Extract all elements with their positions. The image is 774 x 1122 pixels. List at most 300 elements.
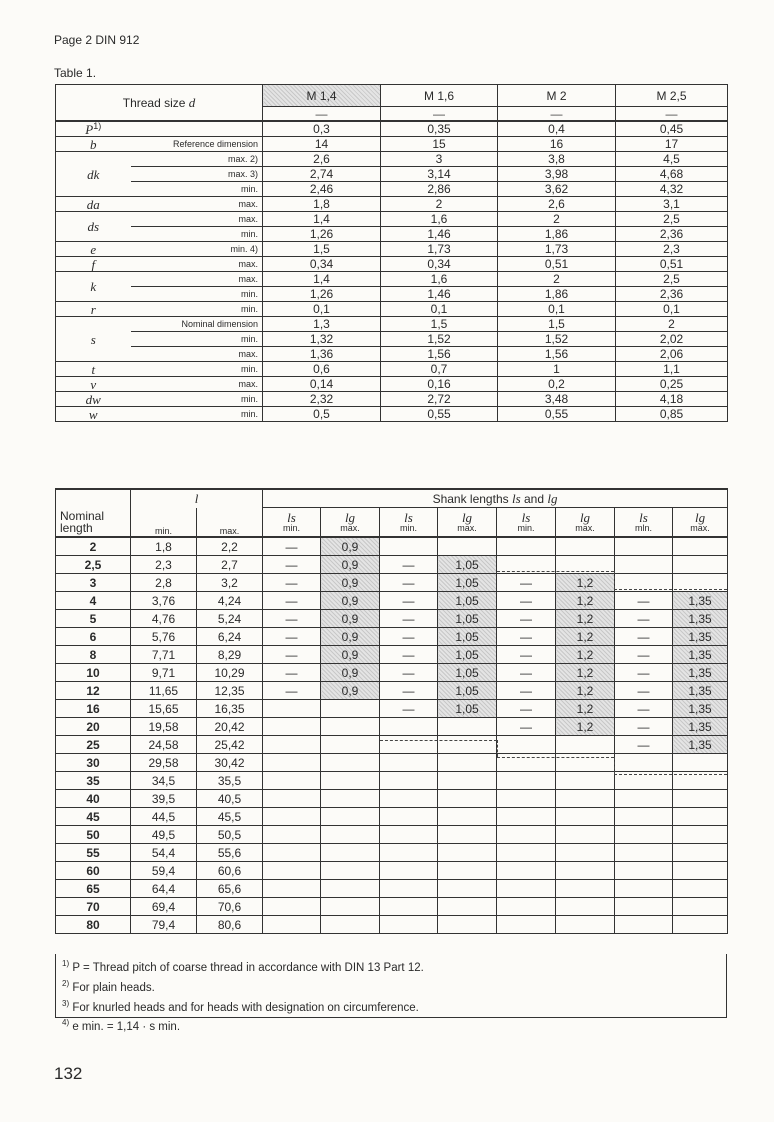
symbol-text: r	[90, 301, 96, 317]
table-caption: Table 1.	[54, 66, 97, 80]
dimension-value: 1,8	[263, 197, 381, 212]
length-row	[56, 916, 728, 934]
dimension-qualifier: min.	[131, 392, 263, 407]
footnote-1: $^{1)}$ P = Thread pitch of coarse thread in accordance with DIN 13 Part 12.	[62, 959, 424, 974]
page-header: Page 2 DIN 912	[54, 33, 140, 47]
length-max: 10,29	[197, 664, 263, 682]
length-min: 29,58	[131, 754, 197, 772]
ls-value	[380, 898, 438, 916]
lg-value	[556, 844, 615, 862]
dimension-value: 17	[616, 137, 728, 152]
ls-value: —	[263, 628, 321, 646]
ls-header	[263, 508, 321, 538]
dimension-value: 3,98	[498, 167, 616, 182]
nominal-length: 16	[56, 700, 131, 718]
dimension-symbol	[56, 137, 131, 152]
length-row	[56, 592, 728, 610]
lg-value: 1,35	[673, 592, 728, 610]
lg-value: 1,35	[673, 682, 728, 700]
ls-value	[615, 537, 673, 556]
ls-value: —	[497, 718, 556, 736]
lg-value	[438, 826, 497, 844]
nominal-length: 80	[56, 916, 131, 934]
dimension-row	[56, 137, 728, 152]
ls-value	[497, 862, 556, 880]
dimension-value: 1,5	[498, 317, 616, 332]
lg-subheader: max.	[690, 523, 710, 533]
ls-value: —	[380, 556, 438, 574]
symbol-text: s	[90, 331, 96, 347]
dimension-value: 1,73	[381, 242, 498, 257]
ls-value	[497, 826, 556, 844]
length-min: 5,76	[131, 628, 197, 646]
dimension-qualifier: max. 3)	[131, 167, 263, 182]
ls-value: —	[615, 664, 673, 682]
ls-value	[497, 880, 556, 898]
length-max: 50,5	[197, 826, 263, 844]
length-row	[56, 646, 728, 664]
ls-value: —	[263, 537, 321, 556]
lg-header	[673, 508, 728, 538]
shank-header-row-2	[56, 508, 728, 538]
length-min: 49,5	[131, 826, 197, 844]
dimension-value: 2,32	[263, 392, 381, 407]
nominal-length: 10	[56, 664, 131, 682]
lg-value: 1,35	[673, 736, 728, 754]
length-min: 24,58	[131, 736, 197, 754]
length-min: 69,4	[131, 898, 197, 916]
nominal-length: 45	[56, 808, 131, 826]
length-max: 16,35	[197, 700, 263, 718]
ls-value: —	[615, 682, 673, 700]
lg-value: 1,35	[673, 628, 728, 646]
boundary-dash	[614, 774, 727, 775]
dimension-value: 1,56	[381, 347, 498, 362]
lg-value	[673, 862, 728, 880]
lg-value: 1,05	[438, 610, 497, 628]
ls-value: —	[380, 610, 438, 628]
lg-value: 1,2	[556, 682, 615, 700]
symbol-text: dk	[87, 166, 100, 182]
ls-value: —	[615, 736, 673, 754]
length-min: 9,71	[131, 664, 197, 682]
symbol-text: f	[91, 256, 96, 272]
length-row	[56, 862, 728, 880]
ls-subheader: mln.	[634, 523, 652, 533]
ls-value: —	[615, 646, 673, 664]
footnote-ref: 1)	[93, 121, 102, 131]
lg-header	[556, 508, 615, 538]
dimension-value: 0,55	[498, 407, 616, 422]
lg-value	[321, 862, 380, 880]
dimension-value: 2	[498, 212, 616, 227]
dimension-value: 0,3	[263, 121, 381, 137]
lg-value: 0,9	[321, 664, 380, 682]
dimension-value: 4,18	[616, 392, 728, 407]
lg-value: 0,9	[321, 646, 380, 664]
nominal-length: 55	[56, 844, 131, 862]
dimension-value: 2,74	[263, 167, 381, 182]
lg-value	[556, 790, 615, 808]
nominal-length: 70	[56, 898, 131, 916]
size-dash: —	[381, 107, 498, 122]
lg-symbol: lg	[694, 510, 706, 525]
lg-value	[321, 916, 380, 934]
dimension-value: 1,4	[263, 212, 381, 227]
ls-value	[497, 808, 556, 826]
ls-value	[615, 898, 673, 916]
lg-value: 1,2	[556, 718, 615, 736]
length-max: 35,5	[197, 772, 263, 790]
dimension-qualifier: min.	[131, 302, 263, 317]
ls-value: —	[263, 556, 321, 574]
dimension-value: 1,26	[263, 227, 381, 242]
ls-header	[615, 508, 673, 538]
ls-value: —	[497, 682, 556, 700]
lg-value: 1,35	[673, 646, 728, 664]
symbol-text: k	[90, 279, 97, 294]
length-min: 39,5	[131, 790, 197, 808]
nominal-length: 40	[56, 790, 131, 808]
size-header: M 2,5	[616, 85, 728, 107]
length-min: 19,58	[131, 718, 197, 736]
dimension-value: 1,6	[381, 212, 498, 227]
ls-value	[380, 880, 438, 898]
dimension-value: 0,34	[263, 257, 381, 272]
lg-value: 0,9	[321, 537, 380, 556]
length-max: 25,42	[197, 736, 263, 754]
ls-value: —	[497, 700, 556, 718]
length-min: 15,65	[131, 700, 197, 718]
lg-value	[438, 862, 497, 880]
boundary-dash	[497, 757, 614, 758]
thread-size-header	[56, 85, 263, 122]
page-number: 132	[54, 1064, 83, 1083]
ls-value	[380, 862, 438, 880]
dimension-symbol	[56, 152, 131, 197]
lg-value	[438, 718, 497, 736]
length-row	[56, 754, 728, 772]
boundary-dash	[614, 571, 615, 589]
symbol-text: da	[86, 196, 100, 212]
length-max: 70,6	[197, 898, 263, 916]
thread-size-symbol: d	[188, 95, 196, 110]
lg-value	[438, 880, 497, 898]
ls-symbol: ls	[404, 510, 413, 525]
length-min: 34,5	[131, 772, 197, 790]
dimension-value: 2	[616, 317, 728, 332]
lg-value	[321, 772, 380, 790]
dimension-qualifier: max.	[131, 347, 263, 362]
length-max: 2,2	[197, 537, 263, 556]
ls-value: —	[380, 664, 438, 682]
ls-value: —	[615, 628, 673, 646]
length-row	[56, 664, 728, 682]
size-header: M 2	[498, 85, 616, 107]
length-row	[56, 537, 728, 556]
dimension-value: 14	[263, 137, 381, 152]
dimension-value: 1,3	[263, 317, 381, 332]
nominal-length: 2,5	[56, 556, 131, 574]
ls-value: —	[380, 682, 438, 700]
lg-value	[556, 736, 615, 754]
lg-value	[673, 844, 728, 862]
dimension-value: 15	[381, 137, 498, 152]
dimension-value: 2,46	[263, 182, 381, 197]
ls-value	[380, 537, 438, 556]
length-min: 4,76	[131, 610, 197, 628]
ls-symbol: ls	[521, 510, 531, 525]
length-row	[56, 556, 728, 574]
dimension-value: 1,52	[381, 332, 498, 347]
dimensions-table	[55, 84, 728, 422]
nominal-length: 2	[56, 537, 131, 556]
dimension-qualifier: min. 4)	[131, 242, 263, 257]
dimension-value: 2,5	[616, 272, 728, 287]
max-header: max.	[197, 508, 263, 538]
symbol-text: b	[90, 136, 97, 152]
dimension-value: 1,1	[616, 362, 728, 377]
dimension-qualifier	[131, 121, 263, 137]
dimension-value: 1,32	[263, 332, 381, 347]
dimension-value: 0,34	[381, 257, 498, 272]
footnote-2: $^{2)}$ For plain heads.	[62, 978, 155, 994]
lg-value	[438, 772, 497, 790]
ls-value: —	[380, 574, 438, 592]
length-max: 55,6	[197, 844, 263, 862]
nominal-length: 3	[56, 574, 131, 592]
lg-value: 1,2	[556, 700, 615, 718]
thread-size-label: Thread size	[122, 96, 186, 110]
size-dash: —	[616, 107, 728, 122]
lg-subheader: max.	[340, 523, 360, 533]
symbol-text: dw	[85, 391, 101, 407]
ls-subheader: min.	[399, 523, 417, 533]
lg-value	[438, 537, 497, 556]
dimension-qualifier: max. 2)	[131, 152, 263, 167]
nominal-length: 12	[56, 682, 131, 700]
dimension-value: 0,1	[381, 302, 498, 317]
dimension-symbol	[56, 362, 131, 377]
ls-subheader: min.	[517, 523, 535, 533]
lg-value	[438, 754, 497, 772]
dimension-value: 0,51	[616, 257, 728, 272]
lg-symbol: lg	[344, 510, 356, 525]
ls-value: —	[263, 646, 321, 664]
shank-header-row-1	[56, 489, 728, 508]
ls-value	[263, 916, 321, 934]
ls-value: —	[263, 592, 321, 610]
dimension-symbol	[56, 242, 131, 257]
lg-value	[556, 880, 615, 898]
shank-lengths-table	[55, 488, 728, 934]
dimension-value: 0,2	[498, 377, 616, 392]
lg-value: 1,05	[438, 556, 497, 574]
ls-value: —	[615, 718, 673, 736]
dimension-value: 2	[381, 197, 498, 212]
ls-symbol: ls	[287, 510, 296, 525]
dimension-value: 0,1	[263, 302, 381, 317]
length-max: 30,42	[197, 754, 263, 772]
lg-value	[438, 736, 497, 754]
dimension-value: 2,6	[498, 197, 616, 212]
dimension-value: 2,36	[616, 227, 728, 242]
symbol-text: ds	[87, 219, 100, 234]
length-min: 79,4	[131, 916, 197, 934]
dimension-row	[56, 392, 728, 407]
lg-value: 1,35	[673, 718, 728, 736]
dimension-symbol	[56, 302, 131, 317]
ls-header	[497, 508, 556, 538]
length-row	[56, 844, 728, 862]
dimension-qualifier: max.	[131, 197, 263, 212]
lg-value	[673, 537, 728, 556]
length-max: 45,5	[197, 808, 263, 826]
dimension-row	[56, 377, 728, 392]
ls-value	[615, 790, 673, 808]
nominal-length: 25	[56, 736, 131, 754]
length-max: 6,24	[197, 628, 263, 646]
ls-value: —	[615, 700, 673, 718]
lg-value	[321, 826, 380, 844]
dimension-value: 1,5	[263, 242, 381, 257]
footnotes	[55, 954, 727, 1034]
ls-value: —	[497, 664, 556, 682]
ls-value: —	[263, 574, 321, 592]
length-row	[56, 718, 728, 736]
dimension-qualifier: max.	[131, 212, 263, 227]
dimension-qualifier: min.	[131, 227, 263, 242]
length-max: 60,6	[197, 862, 263, 880]
dimension-symbol	[56, 197, 131, 212]
dimension-value: 0,6	[263, 362, 381, 377]
dimension-row	[56, 121, 728, 137]
lg-value	[673, 754, 728, 772]
dimension-value: 3,48	[498, 392, 616, 407]
ls-value	[615, 556, 673, 574]
dimension-symbol	[56, 272, 131, 302]
length-max: 5,24	[197, 610, 263, 628]
symbol-text: t	[91, 361, 96, 377]
shank-lengths-header	[263, 489, 728, 508]
nominal-length: 4	[56, 592, 131, 610]
dimension-row	[56, 272, 728, 287]
length-row	[56, 700, 728, 718]
dimension-value: 0,14	[263, 377, 381, 392]
dimension-symbol	[56, 121, 131, 137]
ls-value	[263, 880, 321, 898]
boundary-dash	[614, 757, 615, 774]
dimension-value: 2,72	[381, 392, 498, 407]
nominal-length: 5	[56, 610, 131, 628]
thread-size-header-row	[56, 85, 728, 107]
dimension-value: 1,86	[498, 287, 616, 302]
dimension-value: 2,36	[616, 287, 728, 302]
ls-value	[263, 718, 321, 736]
ls-value: —	[497, 646, 556, 664]
lg-value: 1,35	[673, 610, 728, 628]
ls-symbol: ls	[639, 510, 648, 525]
ls-value	[263, 862, 321, 880]
dimension-value: 1	[498, 362, 616, 377]
ls-value: —	[497, 592, 556, 610]
ls-subheader: min.	[282, 523, 300, 533]
lg-value: 1,05	[438, 628, 497, 646]
dimension-value: 1,52	[498, 332, 616, 347]
lg-value	[673, 880, 728, 898]
symbol-text: e	[90, 241, 97, 257]
lg-value	[321, 700, 380, 718]
dimension-value: 3	[381, 152, 498, 167]
ls-value	[380, 826, 438, 844]
lg-value	[438, 808, 497, 826]
size-dash: —	[263, 107, 381, 122]
dimension-value: 2,3	[616, 242, 728, 257]
ls-value	[380, 844, 438, 862]
lg-value: 1,35	[673, 664, 728, 682]
dimension-value: 4,68	[616, 167, 728, 182]
dimension-symbol	[56, 377, 131, 392]
boundary-dash	[380, 740, 497, 741]
lg-value: 1,05	[438, 646, 497, 664]
length-max: 40,5	[197, 790, 263, 808]
ls-value: —	[380, 628, 438, 646]
lg-value	[556, 916, 615, 934]
dimension-value: 2,86	[381, 182, 498, 197]
lg-subheader: max.	[457, 523, 477, 533]
lg-value	[673, 556, 728, 574]
dimension-value: 0,25	[616, 377, 728, 392]
nominal-length: 20	[56, 718, 131, 736]
length-row	[56, 736, 728, 754]
dimension-value: 1,46	[381, 287, 498, 302]
length-min: 64,4	[131, 880, 197, 898]
ls-value	[497, 916, 556, 934]
lg-value	[673, 808, 728, 826]
lg-value	[438, 916, 497, 934]
ls-value: —	[615, 610, 673, 628]
lg-value: 1,05	[438, 592, 497, 610]
dimension-symbol	[56, 212, 131, 242]
dimension-value: 0,51	[498, 257, 616, 272]
length-row	[56, 826, 728, 844]
lg-subheader: max.	[575, 523, 595, 533]
nominal-label: Nominal	[60, 508, 105, 523]
dimension-row	[56, 182, 728, 197]
ls-value	[615, 844, 673, 862]
lg-value	[556, 898, 615, 916]
nominal-length: 8	[56, 646, 131, 664]
dimension-value: 4,5	[616, 152, 728, 167]
lg-value: 0,9	[321, 610, 380, 628]
ls-value	[380, 790, 438, 808]
nominal-length-header	[56, 508, 131, 538]
lg-value	[321, 898, 380, 916]
dimension-qualifier: min.	[131, 362, 263, 377]
lg-value: 1,05	[438, 664, 497, 682]
nominal-length: 60	[56, 862, 131, 880]
length-max: 20,42	[197, 718, 263, 736]
ls-value	[615, 754, 673, 772]
length-min: 54,4	[131, 844, 197, 862]
ls-value	[615, 862, 673, 880]
ls-value	[497, 790, 556, 808]
nominal-length: 6	[56, 628, 131, 646]
ls-value	[263, 700, 321, 718]
dimension-value: 1,46	[381, 227, 498, 242]
dimension-value: 2,6	[263, 152, 381, 167]
ls-value	[263, 772, 321, 790]
